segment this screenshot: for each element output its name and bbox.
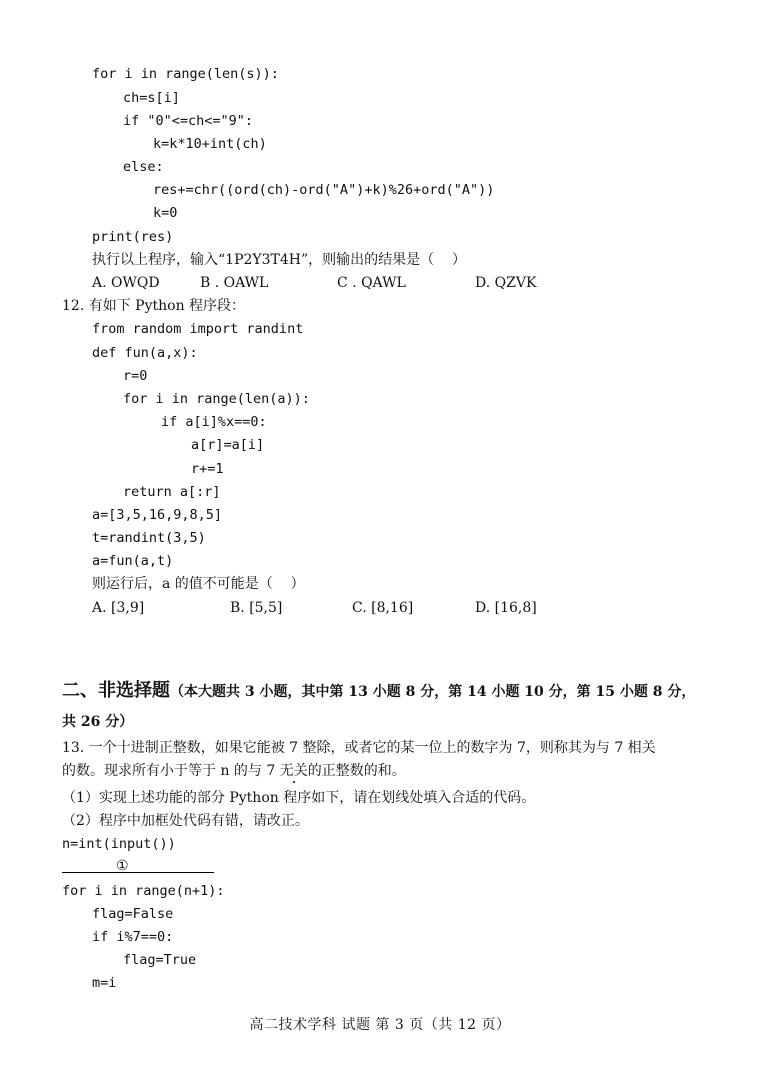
code-line: def fun(a,x):: [92, 345, 198, 361]
code-line: r+=1: [191, 461, 224, 477]
fill-in-blank: [62, 872, 214, 873]
code-line: print(res): [92, 229, 174, 245]
code-line: if a[i]%x==0:: [161, 414, 267, 430]
code-line: else:: [123, 159, 164, 175]
question-stem: 则运行后，a 的值不可能是（ ）: [92, 576, 305, 592]
answer-options: [92, 273, 692, 293]
question-text-part: 的正整数的和。: [307, 763, 406, 779]
code-line: for i in range(len(s)):: [92, 66, 279, 82]
code-line: res+=chr((ord(ch)-ord("A")+k)%26+ord("A")): [153, 182, 495, 198]
code-line: flag=False: [92, 906, 174, 922]
blank-label: ①: [116, 858, 129, 874]
section-title: 二、非选择题: [62, 680, 170, 701]
option-c: C. [8,16]: [352, 600, 414, 616]
code-line: m=i: [92, 975, 117, 991]
code-line: if i%7==0:: [92, 929, 174, 945]
section-heading: [62, 676, 695, 702]
code-line: a=[3,5,16,9,8,5]: [92, 507, 223, 523]
code-line: t=randint(3,5): [92, 530, 206, 546]
code-line: k=0: [153, 205, 178, 221]
section-note: （本大题共 3 小题，其中第 13 小题 8 分，第 14 小题 10 分，第 15 小题 8 分，: [170, 684, 696, 700]
section-note-cont: 共 26 分）: [62, 714, 134, 730]
option-c: C . QAWL: [337, 275, 406, 291]
question-text: 13. 一个十进制正整数，如果它能被 7 整除，或者它的某一位上的数字为 7，则称其为与 7 相关: [62, 740, 656, 756]
code-line: k=k*10+int(ch): [153, 136, 267, 152]
answer-options: [92, 598, 692, 618]
sub-question-1: （1）实现上述功能的部分 Python 程序如下，请在划线处填入合适的代码。: [62, 790, 536, 806]
question-title: 12. 有如下 Python 程序段：: [62, 298, 246, 314]
page-footer: 高二技术学科 试题 第 3 页（共 12 页）: [249, 1017, 511, 1033]
code-line: for i in range(n+1):: [62, 883, 225, 899]
code-line: r=0: [123, 368, 148, 384]
code-line: if "0"<=ch<="9":: [123, 113, 254, 129]
code-line: return a[:r]: [123, 484, 221, 500]
question-stem: 执行以上程序，输入“1P2Y3T4H”，则输出的结果是（ ）: [92, 252, 466, 268]
sub-question-2: （2）程序中加框处代码有错，请改正。: [62, 813, 309, 829]
code-line: ch=s[i]: [123, 90, 180, 106]
option-d: D. [16,8]: [475, 600, 537, 616]
code-line: a[r]=a[i]: [191, 437, 265, 453]
code-line: from random import randint: [92, 321, 304, 337]
question-text: [62, 761, 406, 781]
option-b: B. [5,5]: [230, 600, 283, 616]
code-line: for i in range(len(a)):: [123, 391, 310, 407]
emphasis-text: 无关: [279, 763, 308, 779]
question-text-part: 的数。现求所有小于等于 n 的与 7: [62, 763, 280, 779]
option-b: B . OAWL: [200, 275, 269, 291]
option-d: D. QZVK: [475, 275, 537, 291]
option-a: A. OWQD: [92, 275, 160, 291]
code-line: flag=True: [123, 952, 197, 968]
option-a: A. [3,9]: [92, 600, 145, 616]
code-line: n=int(input()): [62, 836, 176, 852]
code-line: a=fun(a,t): [92, 553, 174, 569]
